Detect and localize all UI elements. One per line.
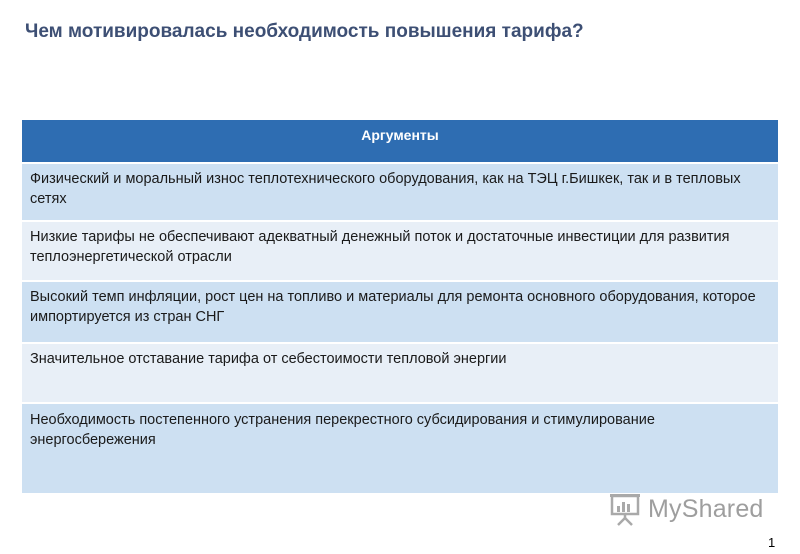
table-row: Физический и моральный износ теплотехнического оборудования, как на ТЭЦ г.Бишкек, так и в тепловых сетях bbox=[22, 164, 778, 222]
page-number: 1 bbox=[768, 535, 776, 550]
watermark-text: MyShared bbox=[648, 494, 764, 523]
presentation-board-icon bbox=[608, 492, 642, 526]
table-row: Высокий темп инфляции, рост цен на топливо и материалы для ремонта основного оборудования, которое импортируется из стран СНГ bbox=[22, 282, 778, 344]
slide-title: Чем мотивировалась необходимость повышения тарифа? bbox=[25, 21, 584, 42]
table-row: Низкие тарифы не обеспечивают адекватный денежный поток и достаточные инвестиции для развития теплоэнергетической отрасли bbox=[22, 222, 778, 282]
arguments-table bbox=[22, 120, 778, 495]
table-row: Необходимость постепенного устранения перекрестного субсидирования и стимулирование энергосбережения bbox=[22, 404, 778, 495]
table-header: Аргументы bbox=[22, 120, 778, 164]
myshared-watermark bbox=[608, 491, 764, 527]
table-row: Значительное отставание тарифа от себестоимости тепловой энергии bbox=[22, 344, 778, 404]
